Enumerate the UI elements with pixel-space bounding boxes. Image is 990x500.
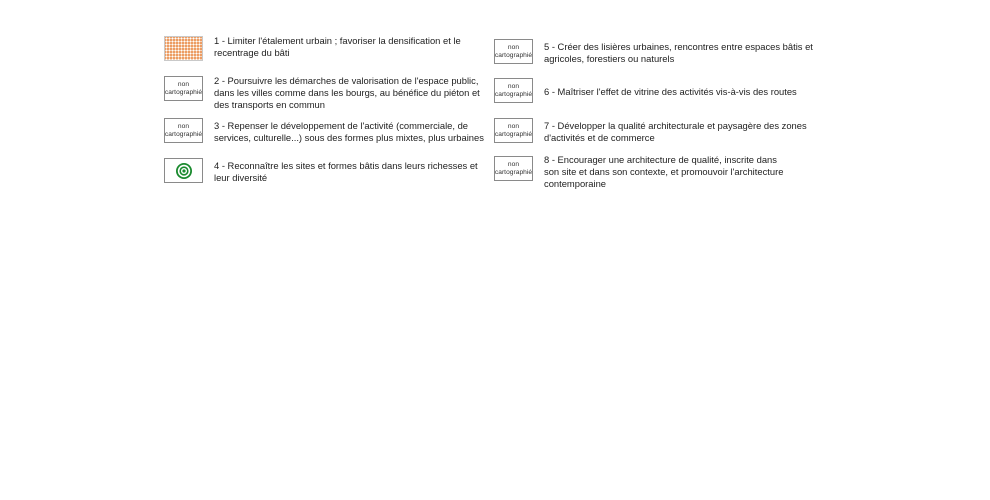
non-mapped-label-1: non [177, 122, 190, 130]
legend-item-6-text: 6 - Maîtriser l'effet de vitrine des activités vis-à-vis des routes [544, 86, 797, 97]
legend-item-3-text: 3 - Repenser le développement de l'activité (commerciale, de services, culturelle...) sous des formes plus mixtes, plus urbaines [214, 120, 484, 143]
legend-item-4 [164, 158, 484, 184]
concentric-rings-icon [175, 162, 193, 180]
non-mapped-label-2: cartographié [494, 168, 533, 176]
legend-item-8-text: 8 - Encourager une architecture de qualité, inscrite dans son site et dans son contexte, et promouvoir l'architecture contemporaine [544, 154, 784, 189]
non-mapped-swatch [494, 118, 533, 143]
legend-item-2 [164, 76, 484, 111]
non-mapped-swatch [494, 78, 533, 103]
non-mapped-label-1: non [507, 43, 520, 51]
legend-item-1 [164, 36, 484, 61]
non-mapped-label-1: non [507, 160, 520, 168]
non-mapped-label-2: cartographié [164, 130, 203, 138]
non-mapped-swatch [494, 156, 533, 181]
non-mapped-swatch [164, 118, 203, 143]
legend-item-7 [494, 118, 814, 144]
non-mapped-label-2: cartographié [494, 90, 533, 98]
legend-item-7-text: 7 - Développer la qualité architecturale et paysagère des zones d'activités et de commerce [544, 120, 807, 143]
legend [164, 34, 824, 204]
urban-density-dot-swatch [164, 36, 203, 61]
non-mapped-swatch [494, 39, 533, 64]
non-mapped-label-1: non [507, 122, 520, 130]
legend-item-3 [164, 118, 484, 144]
non-mapped-label-2: cartographié [494, 130, 533, 138]
legend-item-4-text: 4 - Reconnaître les sites et formes bâtis dans leurs richesses et leur diversité [214, 160, 478, 183]
heritage-site-swatch [164, 158, 203, 183]
legend-item-6 [494, 78, 814, 103]
non-mapped-swatch [164, 76, 203, 101]
legend-item-1-text: 1 - Limiter l'étalement urbain ; favoriser la densification et le recentrage du bâti [214, 35, 461, 58]
legend-item-2-text: 2 - Poursuivre les démarches de valorisation de l'espace public, dans les villes comme dans les bourgs, au bénéfice du piéton et des transports en commun [214, 75, 480, 110]
non-mapped-label-1: non [177, 80, 190, 88]
non-mapped-label-2: cartographié [164, 88, 203, 96]
non-mapped-label-1: non [507, 82, 520, 90]
legend-item-5-text: 5 - Créer des lisières urbaines, rencontres entre espaces bâtis et agricoles, forestiers ou naturels [544, 41, 813, 64]
legend-item-5 [494, 39, 814, 65]
non-mapped-label-2: cartographié [494, 51, 533, 59]
legend-item-8 [494, 156, 789, 190]
